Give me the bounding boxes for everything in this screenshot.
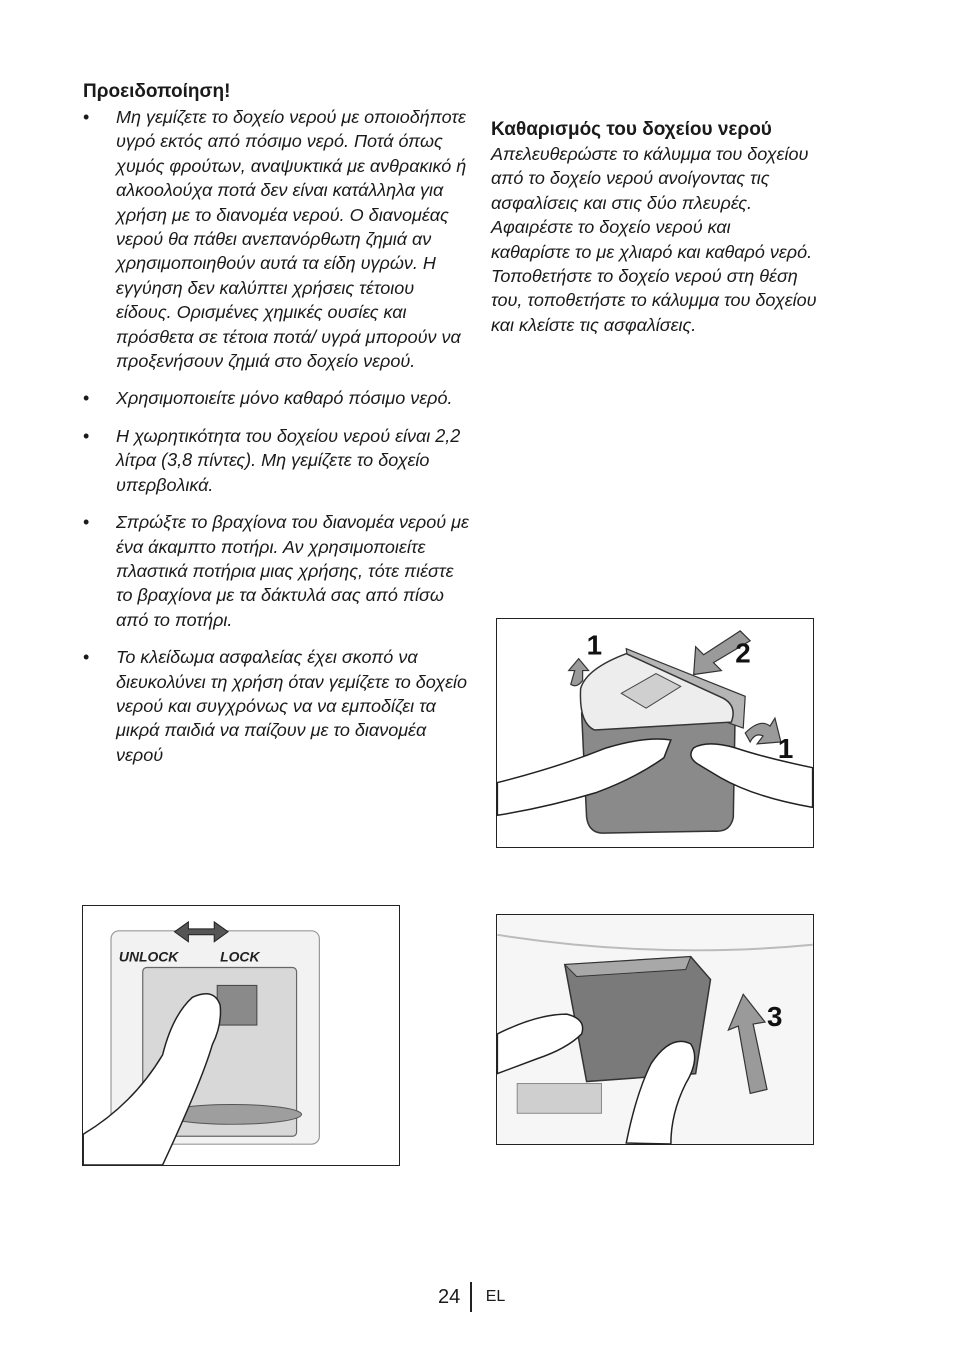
step-2-label: 2 [735,637,751,669]
arrow-1b-icon [745,718,781,744]
cleaning-paragraph: Απελευθερώστε το κάλυμμα του δοχείου από το δοχείο νερού ανοίγοντας τις ασφαλίσεις και στις δύο πλευρές. Αφαιρέστε το δοχείο νερού και καθαρίστε το με χλιαρό και καθαρό νερό. Τοποθετήστε το δοχείο νερού στη θέση του, τοποθετήστε το κάλυμμα του δοχείου και κλείστε τις ασφαλίσεις. [491,144,817,335]
warning-bullet: • Σπρώξτε το βραχίονα του διανομέα νερού με ένα άκαμπτο ποτήρι. Αν χρησιμοποιείτε πλαστικά ποτήρια μιας χρήσης, τότε πιέστε το βραχίονα με τα δάκτυλά σας από πίσω από το ποτήρι. [83,512,469,630]
bullet-dot: • [83,512,90,533]
bullet-dot: • [83,647,90,668]
figure-lock [82,905,400,1166]
warning-section [83,80,473,780]
lock-illustration [83,906,399,1165]
dispenser-lever-shape [217,985,257,1025]
warning-bullet: • Το κλείδωμα ασφαλείας έχει σκοπό να διευκολύνει τη χρήση όταν γεμίζετε το δοχείο νερού και συγχρόνως να να εμποδίζει τα μικρά παιδιά να παίζουν με το διανομέα νερού [83,647,468,765]
unlock-label: UNLOCK [118,948,179,965]
warning-bullet: • Μη γεμίζετε το δοχείο νερού με οποιοδήποτε υγρό εκτός από πόσιμο νερό. Ποτά όπως χυμός φρούτων, αναψυκτικά με ανθρακικό ή αλκοολούχα ποτά δεν είναι κατάλληλα για χρήση με το διανομέα νερού. Ο διανομέας νερού θα πάθει ανεπανόρθωτη ζημιά αν χρησιμοποιηθούν αυτά τα είδη υγρών. Η εγγύηση δεν καλύπτει χρήσεις τέτοιου είδους. Ορισμένες χημικές ουσίες και πρόσθετα σε τέτοια ποτά/ υγρά μπορούν να προξενήσουν ζημιά στο δοχείο νερού. [83,107,467,372]
step-3-label: 3 [767,1001,783,1033]
lock-label: LOCK [220,948,260,965]
page-number: 24 [438,1285,461,1308]
warning-title: Προειδοποίηση! [83,81,231,102]
language-code: EL [485,1288,506,1305]
figure-cover-removal [496,618,814,848]
warning-list [83,105,473,767]
tank-lift-illustration [497,915,813,1144]
cover-removal-illustration [497,619,813,847]
warning-bullet: • Η χωρητικότητα του δοχείου νερού είναι 2,2 λίτρα (3,8 πίντες). Μη γεμίζετε το δοχείο υπερβολικά. [83,425,461,495]
footer-divider [470,1282,472,1312]
cleaning-title: Καθαρισμός του δοχείου νερού [491,119,772,140]
bullet-dot: • [83,107,90,127]
step-1b-label: 1 [777,732,794,764]
cleaning-section [491,118,891,337]
figure-tank-lift [496,914,814,1145]
lower-bin-shape [517,1084,601,1114]
bullet-dot: • [83,388,90,409]
page-footer [438,1283,505,1311]
step-1-label: 1 [586,629,603,661]
bullet-dot: • [83,425,90,446]
warning-bullet: • Χρησιμοποιείτε μόνο καθαρό πόσιμο νερό. [83,386,473,410]
